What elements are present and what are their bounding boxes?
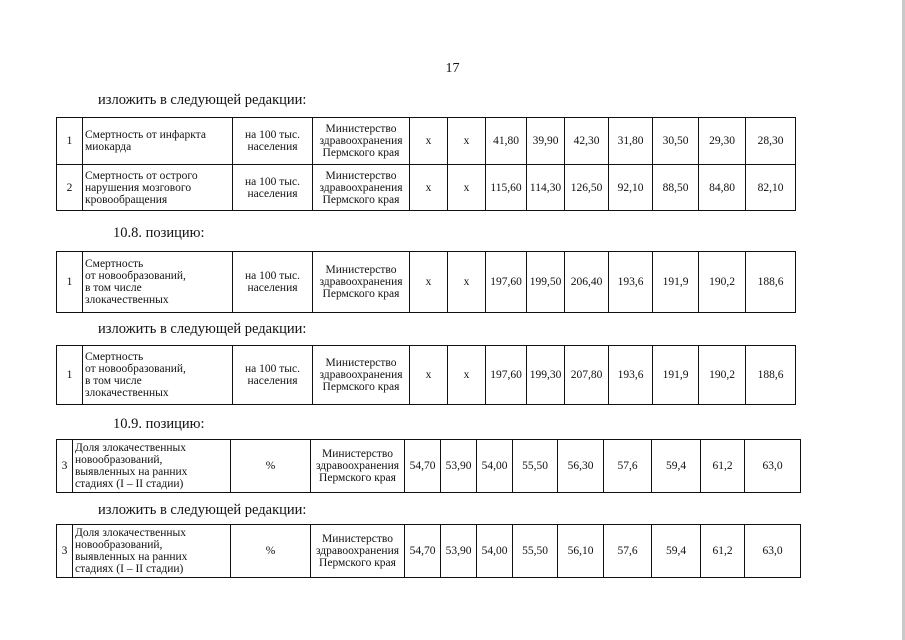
responsible-cell (313, 346, 410, 405)
indicator-line: Смертность (85, 258, 144, 270)
value-cell: 197,60 (486, 252, 527, 313)
value-cell: 57,6 (604, 440, 652, 493)
section-heading: изложить в следующей редакции: (98, 321, 307, 337)
responsible-line: Министерство (322, 533, 393, 545)
value-cell: х (448, 346, 486, 405)
unit-line: на 100 тыс. (245, 175, 300, 188)
value-cell: х (410, 118, 448, 165)
unit-line: % (265, 460, 276, 472)
indicator-line: в том числе (85, 375, 142, 387)
row-number-cell: 1 (57, 118, 83, 165)
value-cell: 54,70 (405, 525, 441, 578)
value-cell: 193,6 (609, 346, 653, 405)
indicator-line: стадиях (I – II стадии) (75, 563, 184, 575)
value-cell: 199,30 (527, 346, 565, 405)
indicator-cell (83, 346, 233, 405)
indicator-line: Доля злокачественных (75, 442, 186, 454)
indicator-line: Смертность от инфаркта (85, 129, 206, 141)
value-cell: х (448, 165, 486, 211)
unit-cell (233, 165, 313, 211)
indicator-line: нарушения мозгового (85, 181, 192, 194)
indicator-cell (73, 525, 231, 578)
table-row (57, 525, 801, 578)
value-cell: 88,50 (653, 165, 699, 211)
value-cell: 197,60 (486, 346, 527, 405)
responsible-cell (311, 525, 405, 578)
responsible-line: Министерство (325, 123, 397, 135)
responsible-cell (313, 252, 410, 313)
indicator-table (56, 439, 801, 493)
table-row (57, 346, 796, 405)
unit-cell (233, 346, 313, 405)
indicator-table (56, 117, 796, 211)
responsible-cell (313, 165, 410, 211)
responsible-line: Пермского края (322, 193, 400, 206)
unit-line: населения (247, 187, 298, 200)
value-cell: 31,80 (609, 118, 653, 165)
value-cell: х (410, 165, 448, 211)
indicator-line: Смертность (85, 351, 144, 363)
indicator-cell (83, 118, 233, 165)
unit-line: населения (247, 141, 298, 153)
indicator-table (56, 345, 796, 405)
responsible-line: Пермского края (322, 147, 400, 159)
indicator-line: выявленных на ранних (75, 466, 188, 478)
value-cell: х (448, 118, 486, 165)
indicator-line: злокачественных (85, 294, 169, 306)
value-cell: 56,10 (558, 525, 604, 578)
value-cell: 199,50 (527, 252, 565, 313)
unit-cell (231, 440, 311, 493)
indicator-line: от новообразований, (85, 363, 186, 375)
responsible-line: Пермского края (319, 472, 396, 484)
responsible-line: здравоохранения (319, 135, 403, 147)
table-row (57, 165, 796, 211)
section-heading: изложить в следующей редакции: (98, 502, 307, 518)
value-cell: 206,40 (565, 252, 609, 313)
indicator-line: выявленных на ранних (75, 551, 188, 563)
value-cell: 28,30 (746, 118, 796, 165)
value-cell: 53,90 (441, 525, 477, 578)
responsible-line: Пермского края (319, 557, 396, 569)
responsible-line: здравоохранения (319, 181, 403, 194)
value-cell: 59,4 (652, 440, 701, 493)
responsible-cell (311, 440, 405, 493)
value-cell: 190,2 (699, 252, 746, 313)
value-cell: х (448, 252, 486, 313)
indicator-line: в том числе (85, 282, 142, 294)
value-cell: 92,10 (609, 165, 653, 211)
value-cell: 56,30 (558, 440, 604, 493)
value-cell: 39,90 (527, 118, 565, 165)
indicator-cell (73, 440, 231, 493)
value-cell: 54,00 (477, 525, 513, 578)
value-cell: 191,9 (653, 346, 699, 405)
page-number: 17 (445, 61, 460, 76)
indicator-line: новообразований, (75, 454, 163, 466)
value-cell: 61,2 (701, 525, 745, 578)
value-cell: 82,10 (746, 165, 796, 211)
value-cell: 61,2 (701, 440, 745, 493)
responsible-cell (313, 118, 410, 165)
responsible-line: здравоохранения (319, 369, 403, 381)
value-cell: 188,6 (746, 252, 796, 313)
value-cell: 41,80 (486, 118, 527, 165)
unit-line: % (265, 545, 276, 557)
unit-line: населения (247, 282, 298, 294)
unit-line: на 100 тыс. (245, 270, 300, 282)
value-cell: 188,6 (746, 346, 796, 405)
row-number-cell: 3 (57, 525, 73, 578)
table-row (57, 118, 796, 165)
row-number-cell: 2 (57, 165, 83, 211)
value-cell: 114,30 (527, 165, 565, 211)
value-cell: 63,0 (745, 440, 801, 493)
value-cell: 55,50 (513, 440, 558, 493)
value-cell: 57,6 (604, 525, 652, 578)
value-cell: 207,80 (565, 346, 609, 405)
value-cell: 191,9 (653, 252, 699, 313)
value-cell: 55,50 (513, 525, 558, 578)
unit-line: на 100 тыс. (245, 129, 300, 141)
table-row (57, 252, 796, 313)
value-cell: 84,80 (699, 165, 746, 211)
responsible-line: Министерство (325, 169, 397, 182)
value-cell: 54,00 (477, 440, 513, 493)
value-cell: 53,90 (441, 440, 477, 493)
indicator-line: кровообращения (85, 193, 168, 206)
row-number-cell: 1 (57, 252, 83, 313)
responsible-line: Министерство (325, 264, 397, 276)
responsible-line: Пермского края (322, 288, 400, 300)
indicator-line: миокарда (85, 141, 132, 153)
value-cell: 115,60 (486, 165, 527, 211)
section-heading: 10.9. позицию: (113, 416, 205, 432)
section-heading: 10.8. позицию: (113, 225, 205, 241)
value-cell: 54,70 (405, 440, 441, 493)
value-cell: х (410, 252, 448, 313)
responsible-line: здравоохранения (315, 460, 400, 472)
indicator-line: от новообразований, (85, 270, 186, 282)
indicator-line: злокачественных (85, 387, 169, 399)
indicator-line: Доля злокачественных (75, 527, 186, 539)
indicator-line: новообразований, (75, 539, 163, 551)
indicator-cell (83, 252, 233, 313)
value-cell: 30,50 (653, 118, 699, 165)
value-cell: 42,30 (565, 118, 609, 165)
indicator-line: Смертность от острого (85, 169, 198, 182)
unit-cell (231, 525, 311, 578)
value-cell: 190,2 (699, 346, 746, 405)
row-number-cell: 1 (57, 346, 83, 405)
value-cell: 29,30 (699, 118, 746, 165)
responsible-line: здравоохранения (315, 545, 400, 557)
indicator-cell (83, 165, 233, 211)
value-cell: х (410, 346, 448, 405)
responsible-line: здравоохранения (319, 276, 403, 288)
indicator-table (56, 524, 801, 578)
responsible-line: Министерство (325, 357, 397, 369)
value-cell: 63,0 (745, 525, 801, 578)
unit-line: населения (247, 375, 298, 387)
responsible-line: Министерство (322, 448, 393, 460)
value-cell: 126,50 (565, 165, 609, 211)
value-cell: 193,6 (609, 252, 653, 313)
unit-line: на 100 тыс. (245, 363, 300, 375)
responsible-line: Пермского края (322, 381, 400, 393)
row-number-cell: 3 (57, 440, 73, 493)
section-heading: изложить в следующей редакции: (98, 92, 307, 108)
table-row (57, 440, 801, 493)
unit-cell (233, 118, 313, 165)
unit-cell (233, 252, 313, 313)
indicator-line: стадиях (I – II стадии) (75, 478, 184, 490)
indicator-table (56, 251, 796, 313)
value-cell: 59,4 (652, 525, 701, 578)
